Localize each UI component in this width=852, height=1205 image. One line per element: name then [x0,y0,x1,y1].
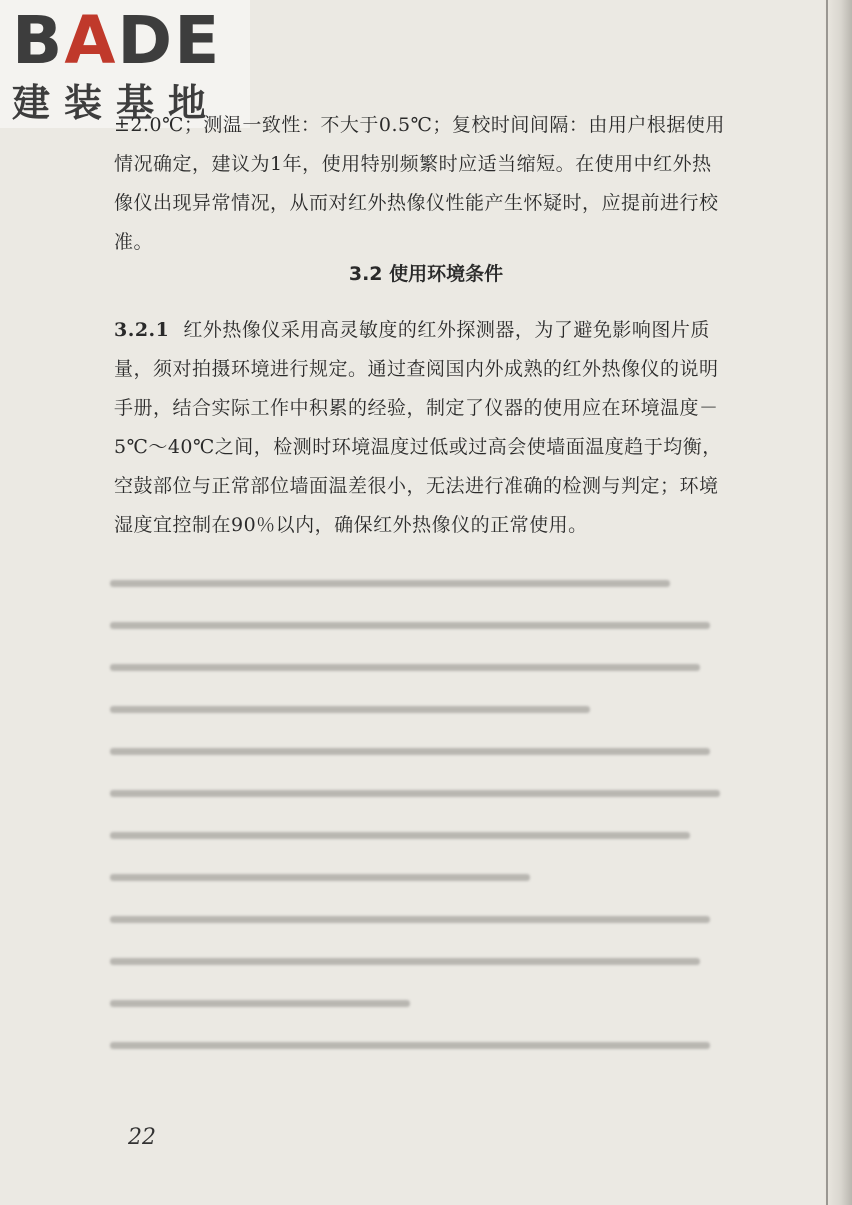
clause-text: 红外热像仪采用高灵敏度的红外探测器，为了避免影响图片质量，须对拍摄环境进行规定。通过查阅国内外成熟的红外热像仪的说明手册，结合实际工作中积累的经验，制定了仪器的使用应在环境温度－5℃～40℃之间，检测时环境温度过低或过高会使墙面温度趋于均衡，空鼓部位与正常部位墙面温差很小，无法进行准确的检测与判定；环境湿度宜控制在90％以内，确保红外热像仪的正常使用。 [114,319,722,536]
book-spine-edge [826,0,828,1205]
page-number: 22 [128,1125,156,1150]
paragraph-calibration: ±2.0℃；测温一致性：不大于0.5℃；复校时间间隔：由用户根据使用情况确定，建议为1年，使用特别频繁时应适当缩短。在使用中红外热像仪出现异常情况，从而对红外热像仪性能产生怀疑时，应提前进行校准。 [114,114,725,253]
logo-chinese-name: 建装基地 [12,81,221,125]
bleed-through-lines [110,560,730,1060]
book-spine-shadow [824,0,852,1205]
logo-wordmark: BADE [12,2,222,79]
bleed-through-texture [110,560,730,1060]
section-heading: 3.2 使用环境条件 [348,263,504,285]
clause-number: 3.2.1 [114,319,170,341]
clause-3-2-1 [114,311,728,545]
